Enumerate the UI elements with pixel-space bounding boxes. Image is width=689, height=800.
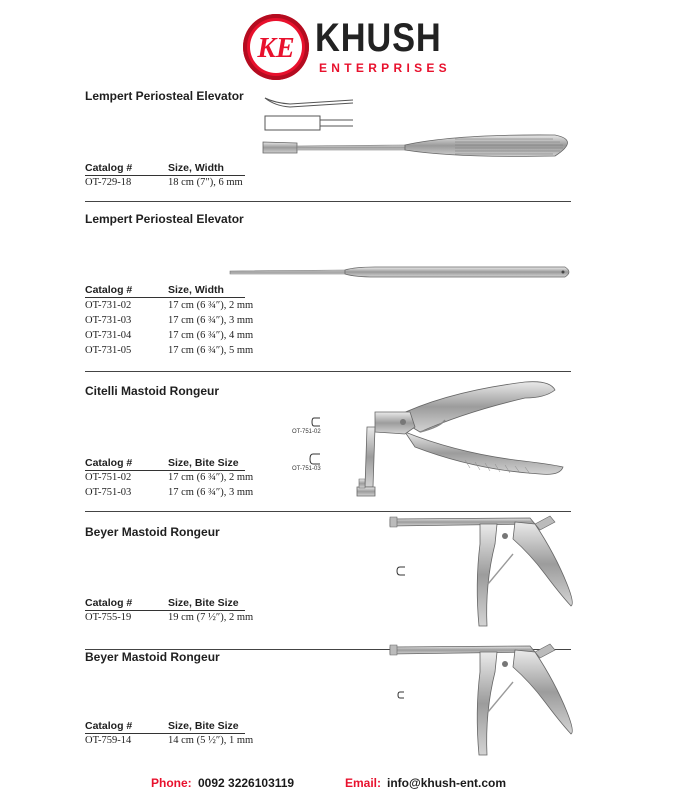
elevator-illustration <box>225 262 580 282</box>
section-title: Citelli Mastoid Rongeur <box>85 384 220 398</box>
size-value: 17 cm (6 ¾″), 2 mm <box>168 472 254 483</box>
size-value: 18 cm (7″), 6 mm <box>168 177 243 188</box>
size-value: 19 cm (7 ½″), 2 mm <box>168 612 254 623</box>
catalog-number: OT-751-02 <box>85 472 132 483</box>
section-divider <box>85 511 571 512</box>
phone-number[interactable]: 0092 3226103119 <box>198 776 295 790</box>
tip-icon <box>308 452 322 466</box>
rongeur-illustration <box>385 640 580 760</box>
size-value: 17 cm (6 ¾″), 4 mm <box>168 330 254 341</box>
section-title: Beyer Mastoid Rongeur <box>85 525 220 539</box>
brand-name: KHUSH <box>315 16 442 60</box>
catalog-number: OT-755-19 <box>85 612 132 623</box>
header-underline <box>85 470 245 471</box>
phone-label: Phone: <box>151 776 192 790</box>
size-value: 17 cm (6 ¾″), 5 mm <box>168 345 254 356</box>
monogram-svg <box>243 14 309 80</box>
tip-label: OT-751-03 <box>292 466 321 472</box>
brand-logo <box>243 14 463 80</box>
catalog-header: Catalog # <box>85 162 133 174</box>
section-title: Lempert Periosteal Elevator <box>85 89 244 103</box>
rongeur-illustration <box>345 372 575 507</box>
header-underline <box>85 610 245 611</box>
size-header: Size, Width <box>168 284 224 296</box>
monogram-text: KE <box>257 33 295 64</box>
size-value: 17 cm (6 ¾″), 3 mm <box>168 315 254 326</box>
elevator-illustration <box>255 90 585 165</box>
catalog-number: OT-751-03 <box>85 487 132 498</box>
catalog-header: Catalog # <box>85 597 133 609</box>
header-underline <box>85 175 245 176</box>
catalog-header: Catalog # <box>85 284 133 296</box>
size-value: 17 cm (6 ¾″), 2 mm <box>168 300 254 311</box>
catalog-number: OT-731-04 <box>85 330 132 341</box>
header-underline <box>85 297 245 298</box>
tip-label: OT-751-02 <box>292 429 321 435</box>
header-underline <box>85 733 245 734</box>
section-title: Lempert Periosteal Elevator <box>85 212 244 226</box>
email-address[interactable]: info@khush-ent.com <box>387 776 507 790</box>
size-value: 17 cm (6 ¾″), 3 mm <box>168 487 254 498</box>
size-header: Size, Bite Size <box>168 597 239 609</box>
tip-icon <box>310 416 322 428</box>
rongeur-illustration <box>385 514 580 632</box>
size-header: Size, Width <box>168 162 224 174</box>
catalog-header: Catalog # <box>85 720 133 732</box>
section-divider <box>85 201 571 202</box>
catalog-number: OT-731-03 <box>85 315 132 326</box>
email-label: Email: <box>345 776 382 790</box>
catalog-header: Catalog # <box>85 457 133 469</box>
ke-monogram-badge <box>243 14 309 80</box>
size-value: 14 cm (5 ½″), 1 mm <box>168 735 254 746</box>
catalog-number: OT-731-02 <box>85 300 132 311</box>
brand-subtitle: ENTERPRISES <box>319 61 451 75</box>
size-header: Size, Bite Size <box>168 720 239 732</box>
catalog-number: OT-731-05 <box>85 345 132 356</box>
section-title: Beyer Mastoid Rongeur <box>85 650 220 664</box>
size-header: Size, Bite Size <box>168 457 239 469</box>
catalog-number: OT-729-18 <box>85 177 132 188</box>
catalog-number: OT-759-14 <box>85 735 132 746</box>
